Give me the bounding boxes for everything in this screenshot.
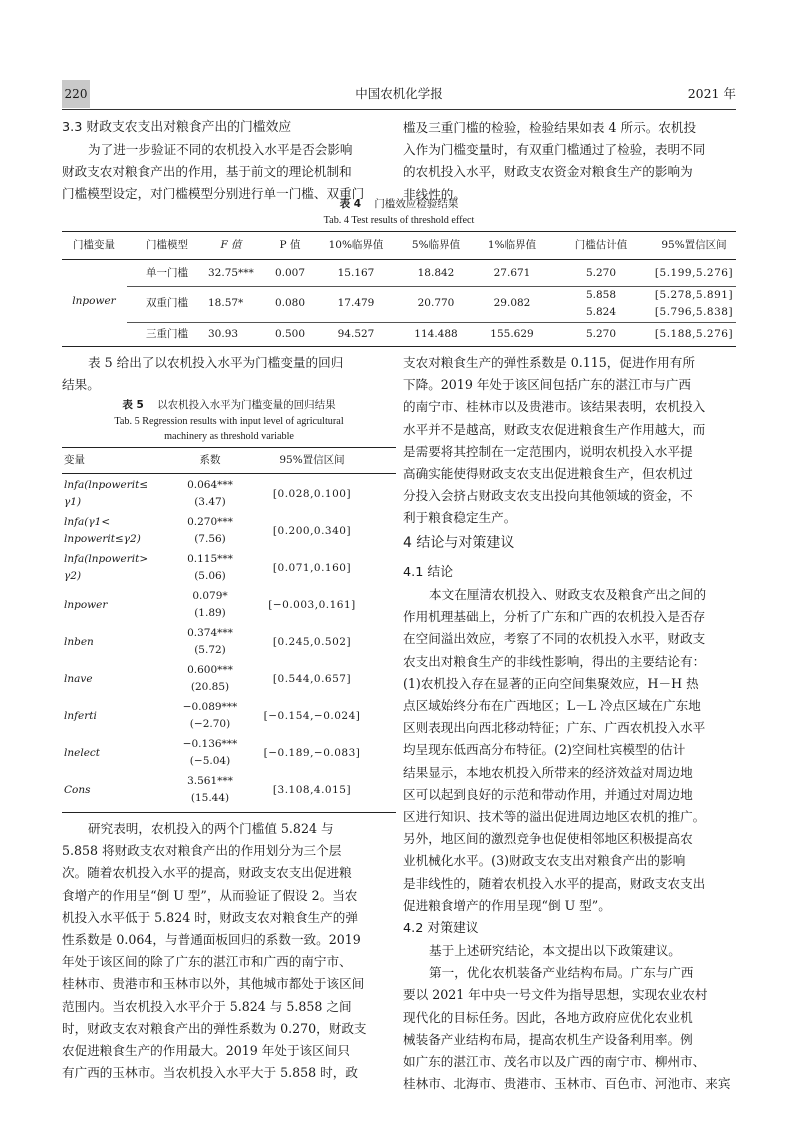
text-line: 农支出对粮食生产的非线性影响，得出的主要结论有：: [403, 653, 706, 669]
text-line: 促进粮食增产的作用呈现“倒 U 型”。: [403, 897, 611, 913]
section-heading-3-3: 3.3 财政支农支出对粮食产出的门槛效应: [62, 120, 292, 135]
table4-cell: 17.479: [337, 297, 375, 309]
table5-coefficient: −0.136*** (−5.04): [182, 738, 238, 767]
text-line: 区可以起到良好的示范和带动作用，并通过对周边地: [403, 786, 693, 802]
table5-header: 系数: [199, 454, 221, 466]
table5-variable: lnfa(lnpowerit≤ γ1): [64, 479, 149, 508]
table5-coefficient: −0.089*** (−2.70): [182, 701, 238, 730]
table5-variable: lnpower: [64, 599, 108, 611]
table4-cell: 32.75***: [208, 267, 254, 279]
page-number: 220: [62, 80, 90, 108]
subsection-heading-4-2: 4.2 对策建议: [403, 921, 479, 936]
table4-cell: 5.824: [585, 306, 617, 318]
table5-ci: [−0.154,−0.024]: [263, 710, 361, 722]
table4-cell: 114.488: [414, 328, 458, 340]
text-line: 是需要将其控制在一定范围内，说明农机投入水平提: [403, 443, 693, 459]
text-line: 作用机理基础上，分析了广东和广西的农机投入是否存: [403, 609, 706, 625]
text-line: 械装备产业结构布局，提高农机生产设备利用率。例: [403, 1031, 693, 1047]
text-line: 业机械化水平。(3)财政支农支出对粮食产出的影响: [403, 853, 686, 869]
text-line: 第一，优化农机装备产业结构布局。广东与广西: [429, 965, 694, 981]
text-line: 基于上述研究结论，本文提出以下政策建议。: [429, 943, 681, 958]
table4-cell: 0.007: [274, 267, 306, 279]
header-year: 2021 年: [687, 86, 736, 101]
text-line: 槛及三重门槛的检验，检验结果如表 4 所示。农机投: [403, 120, 697, 135]
table5-label: 表 5: [122, 399, 144, 411]
table4-cell: 30.93: [208, 328, 239, 340]
table5-coefficient: 0.600*** (20.85): [187, 664, 233, 693]
text-line: 时，财政支农对粮食产出的弹性系数为 0.270，财政支: [62, 1020, 367, 1036]
table4-cell: 15.167: [337, 267, 375, 279]
table5-coefficient: 0.270*** (7.56): [187, 516, 233, 545]
left-top-paragraph: [62, 139, 396, 206]
table4-header: 10%临界值: [328, 239, 384, 251]
table4-title: 门槛效应检验结果: [374, 198, 459, 210]
table5-ci: [3.108,4.015]: [272, 784, 352, 796]
text-line: 在空间溢出效应，考察了不同的农机投入水平，财政支: [403, 631, 706, 647]
table5-top-rule: [62, 447, 396, 448]
table5-ci: [0.544,0.657]: [272, 673, 352, 685]
table4-header: 门槛估计值: [574, 239, 628, 251]
table4-header: 5%临界值: [411, 239, 461, 251]
table4-bottom-rule: [62, 346, 736, 347]
table4-cell: [5.188,5.276]: [654, 328, 734, 340]
table5-ci: [−0.003,0.161]: [268, 599, 356, 611]
table5-variable: lnfa(lnpowerit> γ2): [64, 553, 149, 582]
table5-ci: [−0.189,−0.083]: [263, 747, 361, 759]
text-line: 机投入水平低于 5.824 时，财政支农对粮食生产的弹: [62, 909, 358, 925]
text-line: 农促进粮食生产的作用最大。2019 年处于该区间只: [62, 1043, 350, 1059]
text-line: 桂林市、北海市、贵港市、玉林市、百色市、河池市、来宾: [403, 1076, 731, 1092]
table4-cell: 0.500: [274, 328, 306, 340]
text-line: 利于粮食稳定生产。: [403, 510, 517, 526]
table4-top-rule: [62, 231, 736, 232]
table5-variable: lnferti: [64, 710, 97, 722]
table4-cell: 双重门槛: [146, 297, 188, 309]
running-header: [62, 80, 736, 110]
text-line: (1)农机投入存在显著的正向空间集聚效应，H－H 热: [403, 675, 699, 691]
conclusion-paragraph: [403, 584, 737, 917]
text-line: 下降。2019 年处于该区间包括广东的湛江市与广西: [403, 377, 691, 393]
text-line: 为了进一步验证不同的农机投入水平是否会影响: [88, 142, 353, 157]
text-line: 现代化的目标任务。因此，各地方政府应优化农业机: [403, 1009, 693, 1025]
table4-cell: 155.629: [490, 328, 534, 340]
table4-header: 1%临界值: [487, 239, 537, 251]
text-line: 均呈现东低西高分布特征。(2)空间杜宾模型的估计: [403, 742, 686, 758]
table5-ci: [0.245,0.502]: [272, 636, 352, 648]
table5-coefficient: 0.115*** (5.06): [187, 553, 233, 582]
table4-header: 门槛变量: [73, 239, 115, 251]
table4-row-rule: [127, 322, 736, 323]
header-rule: [62, 109, 736, 110]
text-line: 财政支农对粮食产出的作用，基于前文的理论机制和: [62, 164, 352, 180]
table4-cell: 0.080: [274, 297, 306, 309]
table4-caption-cn: [62, 197, 736, 212]
table5-variable: lnfa(γ1< lnpowerit≤γ2): [64, 516, 141, 545]
table5-variable: Cons: [64, 784, 91, 796]
table5-coefficient: 0.064*** (3.47): [187, 479, 233, 508]
text-line: 性系数是 0.064，与普通面板回归的系数一致。2019: [62, 932, 361, 948]
table5-header-rule: [62, 473, 396, 474]
text-line: 另外，地区间的激烈竞争也促使相邻地区积极提高农: [403, 831, 693, 847]
table5-bottom-rule: [62, 812, 396, 813]
text-line: 研究表明，农机投入的两个门槛值 5.824 与: [88, 821, 334, 836]
table5-coefficient: 0.079* (1.89): [192, 590, 228, 619]
table4-row-rule: [127, 286, 736, 287]
text-line: 门槛模型设定，对门槛模型分别进行单一门槛、双重门: [62, 186, 365, 202]
text-line: 的南宁市、桂林市以及贵港市。该结果表明，农机投入: [403, 399, 706, 415]
text-line: 区则表现出向西北移动特征；广东、广西农机投入水平: [403, 720, 706, 736]
table5-caption-en-2: machinery as threshold variable: [164, 431, 294, 442]
text-line: 高确实能使得财政支农支出促进粮食生产，但农机过: [403, 466, 693, 482]
subsection-heading-4-1: 4.1 结论: [403, 565, 454, 580]
text-line: 分投入会挤占财政支农支出投向其他领域的资金，不: [403, 488, 693, 504]
table5-variable: lnben: [64, 636, 94, 648]
table4-cell: 5.270: [585, 267, 617, 279]
left-mid-paragraph: [62, 352, 396, 396]
table4-cell: [5.796,5.838]: [654, 306, 734, 318]
table4-cell: 27.671: [493, 267, 531, 279]
text-line: 入作为门槛变量时，有双重门槛通过了检验，表明不同: [403, 142, 706, 158]
table4-header: 95%置信区间: [661, 239, 727, 251]
table5-coefficient: 0.374*** (5.72): [187, 627, 233, 656]
table4-header-rule: [62, 259, 736, 260]
table4-cell: 三重门槛: [146, 328, 188, 340]
table4-label: 表 4: [339, 198, 362, 210]
table4-header: P 值: [279, 239, 301, 251]
text-line: 区进行知识、技术等的溢出促进周边地区农机的推广。: [403, 809, 706, 825]
journal-title: 中国农机化学报: [355, 86, 443, 101]
table4-cell: 18.57*: [208, 297, 244, 309]
text-line: 支农对粮食生产的弹性系数是 0.115，促进作用有所: [403, 355, 695, 370]
text-line: 的农机投入水平，财政支农资金对粮食生产的影响为: [403, 164, 693, 180]
table5-caption-cn: [62, 398, 396, 413]
text-line: 非线性的。: [403, 186, 466, 202]
table4-cell: 5.858: [585, 289, 617, 301]
table4-header: F 值: [220, 239, 242, 251]
table4-cell: 20.770: [417, 297, 455, 309]
policy-paragraph: [403, 940, 737, 1095]
right-top-paragraph: [403, 117, 737, 206]
text-line: 点区域始终分布在广西地区；L－L 冷点区域在广东地: [403, 698, 701, 714]
table5-title: 以农机投入水平为门槛变量的回归结果: [157, 399, 336, 411]
table5-ci: [0.028,0.100]: [272, 488, 352, 500]
text-line: 如广东的湛江市、茂名市以及广西的南宁市、柳州市、: [403, 1054, 706, 1070]
table4-cell: 18.842: [417, 267, 455, 279]
table4-cell: 29.082: [493, 297, 531, 309]
text-line: 次。随着农机投入水平的提高，财政支农支出促进粮: [62, 865, 352, 881]
table5-ci: [0.200,0.340]: [272, 525, 352, 537]
text-line: 结果显示，本地农机投入所带来的经济效益对周边地: [403, 764, 693, 780]
text-line: 是非线性的，随着农机投入水平的提高，财政支农支出: [403, 875, 706, 891]
table4-threshold-variable: lnpower: [72, 295, 116, 307]
table5-caption-en-1: Tab. 5 Regression results with input level of agricultural: [114, 416, 344, 427]
table5-coefficient: 3.561*** (15.44): [187, 775, 233, 804]
text-line: 表 5 给出了以农机投入水平为门槛变量的回归: [88, 355, 344, 370]
text-line: 结果。: [62, 377, 100, 393]
table5-ci: [0.071,0.160]: [272, 562, 352, 574]
text-line: 本文在厘清农机投入、财政支农及粮食产出之间的: [429, 587, 707, 602]
table4-caption-en: Tab. 4 Test results of threshold effect: [323, 215, 475, 226]
table4-cell: [5.199,5.276]: [654, 267, 734, 279]
text-line: 水平并不是越高，财政支农促进粮食生产作用越大，而: [403, 421, 706, 437]
table5-header: 变量: [64, 454, 85, 466]
text-line: 有广西的玉林市。当农机投入水平大于 5.858 时，政: [62, 1065, 358, 1081]
table4-cell: [5.278,5.891]: [654, 289, 734, 301]
table4-cell: 5.270: [585, 328, 617, 340]
text-line: 桂林市、贵港市和玉林市以外，其他城市都处于该区间: [62, 976, 365, 992]
text-line: 食增产的作用呈“倒 U 型”，从而验证了假设 2。当农: [62, 887, 358, 903]
right-mid-paragraph: [403, 352, 737, 530]
left-bottom-paragraph: [62, 818, 396, 1084]
text-line: 5.858 将财政支农对粮食产出的作用划分为三个层: [62, 843, 342, 859]
text-line: 范围内。当农机投入水平介于 5.824 与 5.858 之间: [62, 998, 352, 1014]
table4-cell: 94.527: [337, 328, 375, 340]
section-heading-4: 4 结论与对策建议: [403, 535, 515, 551]
table5-header: 95%置信区间: [279, 454, 345, 466]
text-line: 要以 2021 年中央一号文件为指导思想，实现农业农村: [403, 987, 708, 1003]
table5-variable: lnelect: [64, 747, 101, 759]
table4-header: 门槛模型: [146, 239, 188, 251]
text-line: 年处于该区间的除了广东的湛江市和广西的南宁市、: [62, 954, 352, 970]
table4-cell: 单一门槛: [146, 267, 188, 279]
table5-variable: lnave: [64, 673, 93, 685]
